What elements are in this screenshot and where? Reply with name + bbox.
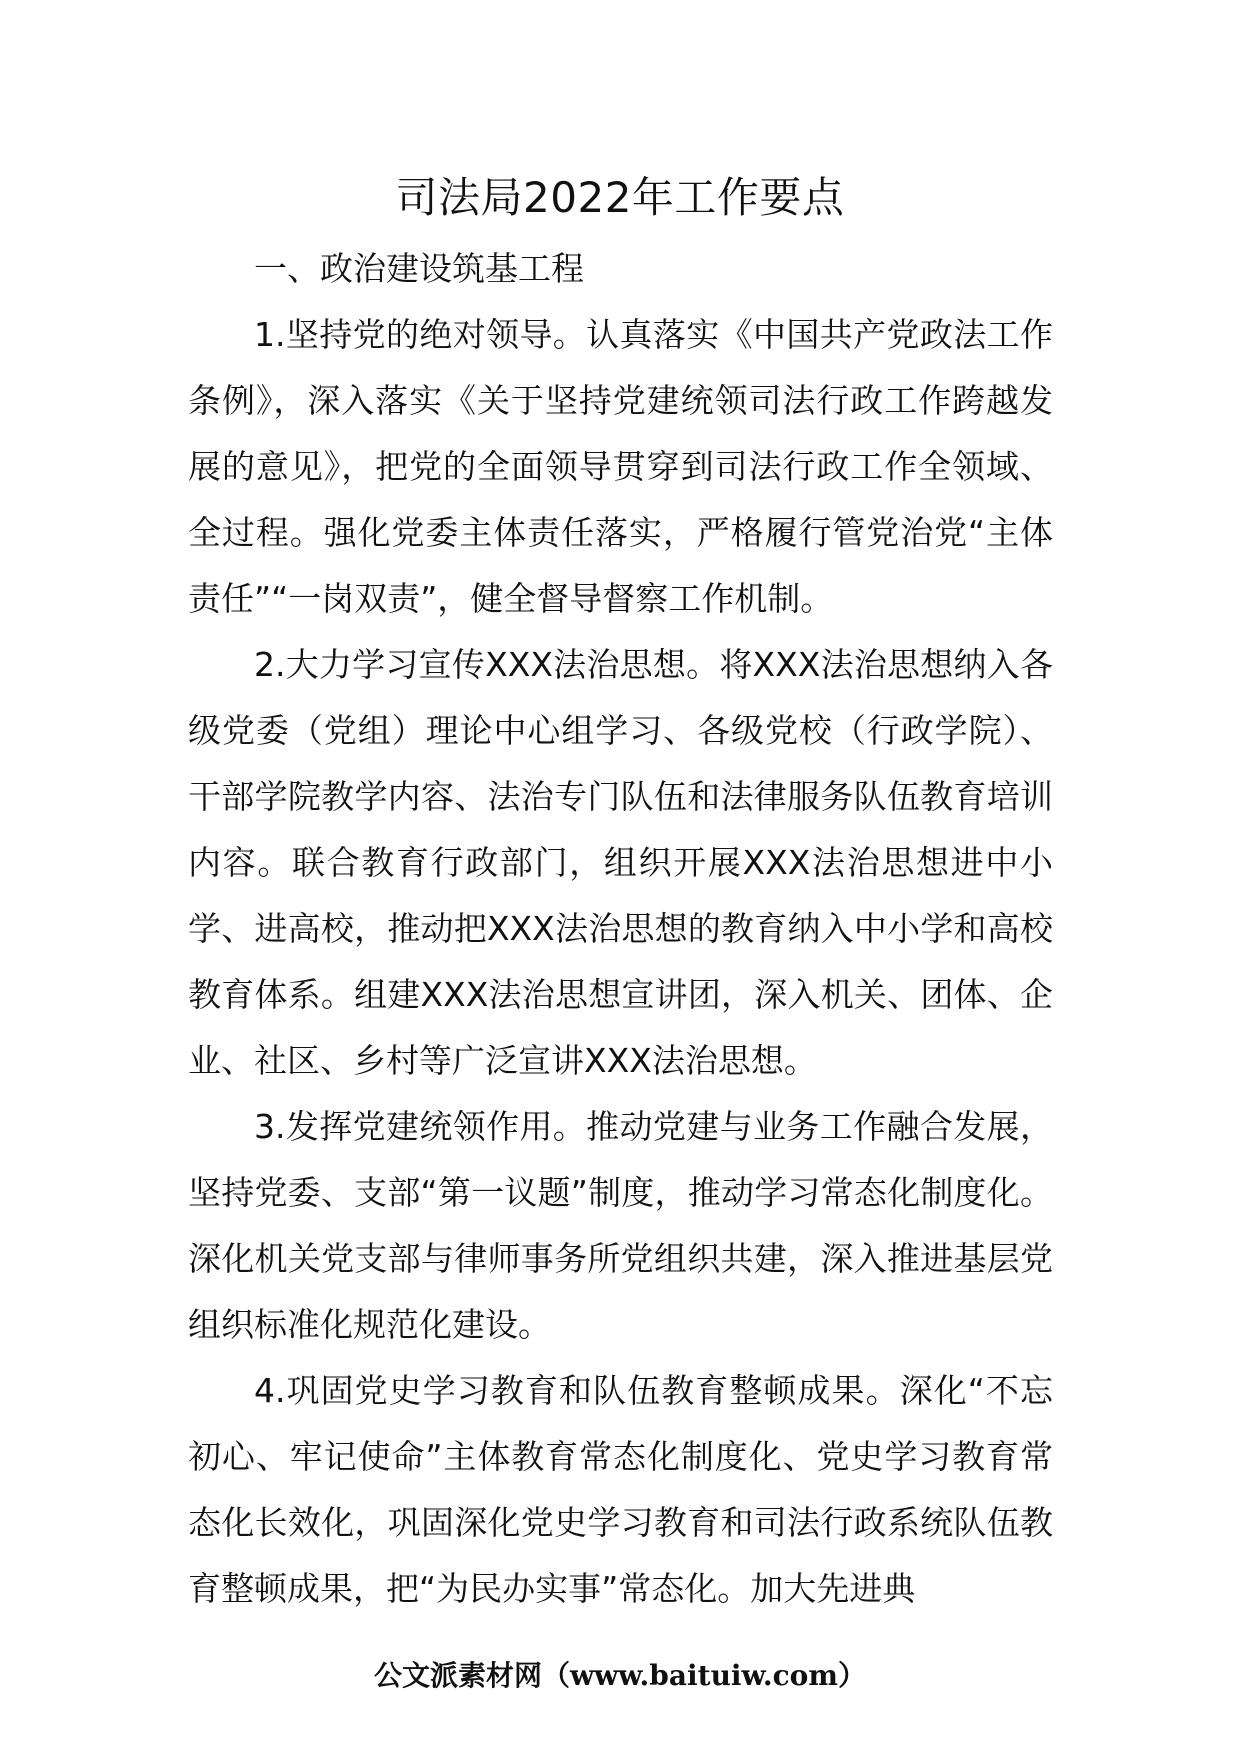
document-body xyxy=(188,236,1053,1622)
paragraph-3: 3.发挥党建统领作用。推动党建与业务工作融合发展，坚持党委、支部“第一议题”制度，推动学习常态化制度化。深化机关党支部与律师事务所党组织共建，深入推进基层党组织标准化规范化建设。 xyxy=(188,1107,1053,1344)
paragraph-1: 1.坚持党的绝对领导。认真落实《中国共产党政法工作条例》，深入落实《关于坚持党建统领司法行政工作跨越发展的意见》，把党的全面领导贯穿到司法行政工作全领域、全过程。强化党委主体责任落实，严格履行管党治党“主体责任”“一岗双责”，健全督导督察工作机制。 xyxy=(188,315,1053,618)
paragraph-2: 2.大力学习宣传XXX法治思想。将XXX法治思想纳入各级党委（党组）理论中心组学习、各级党校（行政学院）、干部学院教学内容、法治专门队伍和法律服务队伍教育培训内容。联合教育行政部门，组织开展XXX法治思想进中小学、进高校，推动把XXX法治思想的教育纳入中小学和高校教育体系。组建XXX法治思想宣讲团，深入机关、团体、企业、社区、乡村等广泛宣讲XXX法治思想。 xyxy=(188,645,1053,1080)
document-title: 司法局2022年工作要点 xyxy=(395,173,845,222)
footer-watermark: 公文派素材网（www.baituiw.com） xyxy=(374,1659,866,1692)
paragraph-4: 4.巩固党史学习教育和队伍教育整顿成果。深化“不忘初心、牢记使命”主体教育常态化制度化、党史学习教育常态化长效化，巩固深化党史学习教育和司法行政系统队伍教育整顿成果，把“为民办实事”常态化。加大先进典 xyxy=(188,1371,1053,1608)
section-heading: 一、政治建设筑基工程 xyxy=(254,249,584,288)
